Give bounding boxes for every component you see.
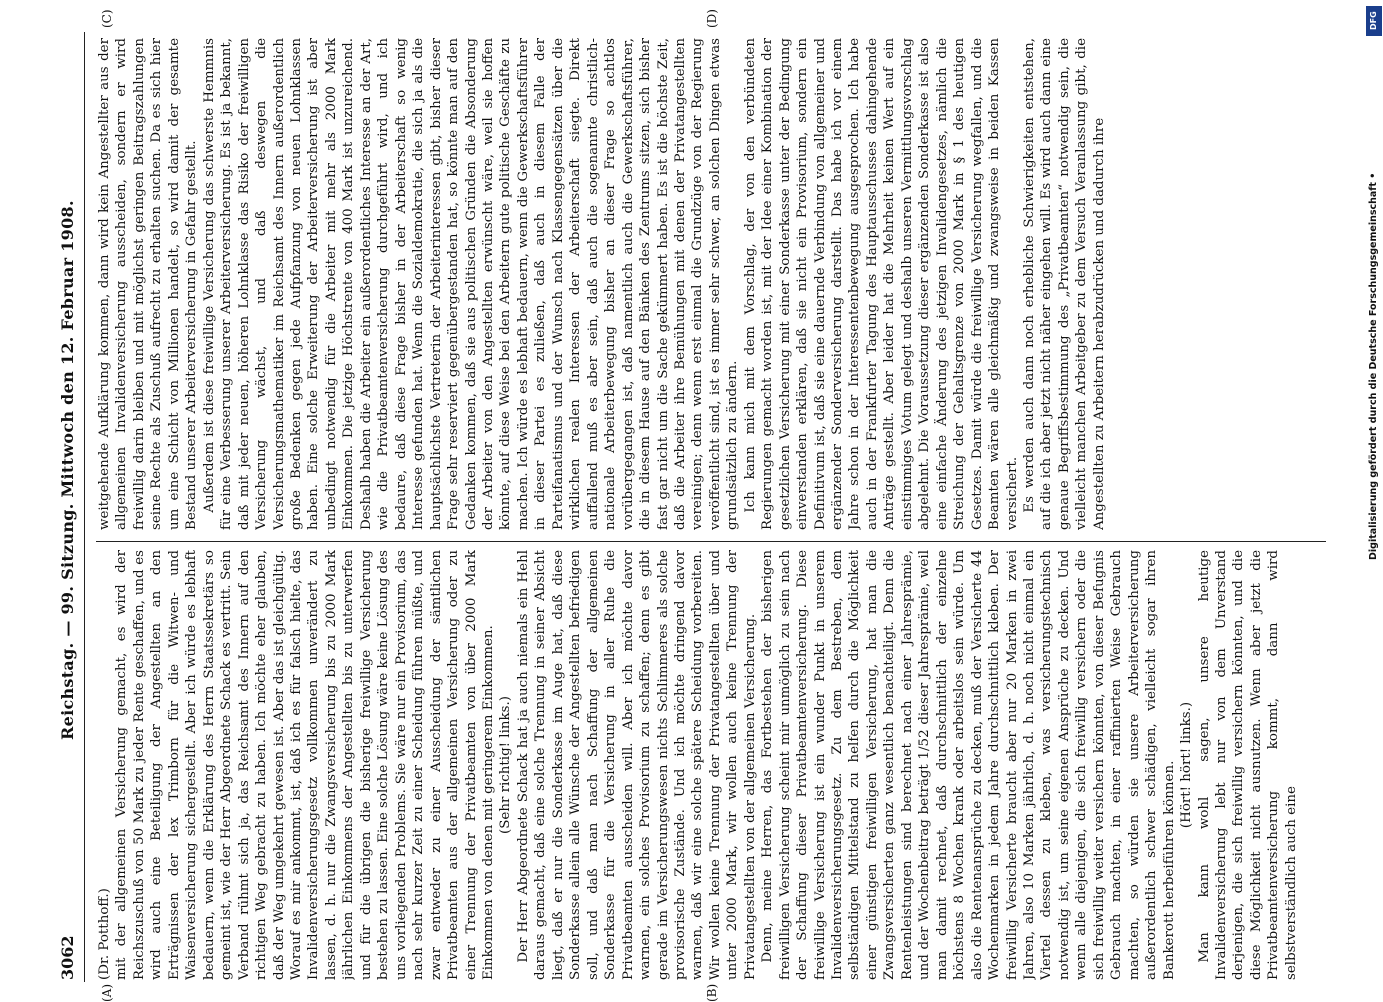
paragraph: Ich kann mich mit dem Vorschlag, der von den verbündeten Regierungen gemacht worden ist, mit der Idee einer Kombination der gesetzlichen Versicherung mit einer Sonderkasse unter der Bedingung einverstanden erklären, daß sie nicht ein Provisorium, sondern ein Definitivum ist, daß sie eine dauernde Verbindung von allgemeiner und ergänzender Sonderversicherung darstellt. Das habe ich vor einem Jahre schon in der Interessentenbewegung ausgesprochen. Ich habe auch in der Frankfurter Tagung des Hauptausschusses dahingehende Anträge gestellt. Aber leider hat die Mehrheit keinen Wert auf ein einstimmiges Votum gelegt und deshalb unseren Vermittlungsvorschlag abgelehnt. Die Voraussetzung dieser ergänzenden Sonderkasse ist also eine einfache Änderung des jetzigen Invalidengesetzes, nämlich die Streichung der Gehaltsgrenze von 2000 Mark in § 1 des heutigen Gesetzes. Damit würde die freiwillige Versicherung wegfallen, und die Beamten wären alle gleichmäßig und zwangsweise in beiden Kassen versichert. [742, 38, 1020, 530]
margin-mark-d: (D) [705, 9, 719, 28]
paragraph: Der Herr Abgeordnete Schack hat ja auch niemals ein Hehl daraus gemacht, daß eine solche Trennung in seiner Absicht liegt, daß er nur die Sonderkasse im Auge hat, daß diese Sonderkasse allein alle Wünsche der Angestellten befriedigen soll, und daß man nach Schaffung der allgemeinen Sonderkasse für die Versicherung in aller Ruhe die Privatbeamten ausscheiden will. Aber ich möchte davor warnen, ein solches Provisorium zu schaffen; denn es gibt gerade im Versicherungswesen nichts Schlimmeres als solche provisorische Zustände. Und ich möchte dringend davor warnen, daß wir eine solche spätere Scheidung vorbereiten. Wir wollen keine Trennung der Privatangestellten über und unter 2000 Mark, wir wollen auch keine Trennung der Privatangestellten von der allgemeinen Versicherung. [515, 550, 758, 980]
speaker-note: (Dr. Potthoff.) [97, 888, 112, 980]
dfg-logo-text: DFG [1369, 11, 1378, 31]
column-right [96, 38, 1336, 530]
dfg-logo [1366, 6, 1382, 36]
page-number: 3062 [58, 935, 77, 980]
paragraph: weitgehende Aufklärung kommen, dann wird kein Angestellter aus der allgemeinen Invalidenversicherung ausscheiden, sondern er wird freiwillig darin bleiben und mit möglichst geringen Beitragszahlungen seine Rechte als Zuschuß aufrecht zu erhalten suchen. Da es sich hier um eine Schicht von Millionen handelt, so wird damit der gesamte Bestand unserer Arbeiterversicherung in Gefahr gestellt. [97, 38, 200, 530]
column-left [96, 550, 1336, 980]
paragraph: Außerdem ist diese freiwillige Versicherung das schwerste Hemmnis für eine Verbesserung unserer Arbeiterversicherung. Es ist ja bekannt, daß mit jeder neuen, höheren Lohnklasse das Risiko der freiwilligen Versicherung wächst, und daß deswegen die Versicherungsmathematiker im Reichsamt des Innern außerordentlich große Bedenken gegen jede Aufpfanzung von neuen Lohnklassen haben. Eine solche Erweiterung der Arbeiterversicherung ist aber unbedingt notwendig für die Arbeiter mit mehr als 2000 Mark Einkommen. Die jetzige Höchstrente von 400 Mark ist unzureichend. Deshalb haben die Arbeiter ein außerordentliches Interesse an der Art, wie die Privatbeamtenversicherung durchgeführt wird, und ich bedaure, daß diese Frage bisher in der Arbeiterschaft so wenig Interesse gefunden hat. Wenn die Sozialdemokratie, die sich ja als die hauptsächlichste Vertreterin der Arbeiterinteressen gibt, bisher dieser Frage sehr reserviert gegenübergestanden hat, so könnte man auf den Gedanken kommen, daß sie aus politischen Gründen die Absonderung der Arbeiter von den Angestellten erwünscht wäre, weil sie hoffen könnte, auf diese Weise bei den Arbeitern gute politische Geschäfte zu machen. Ich würde es lebhaft bedauern, wenn die Gewerkschaftsführer in dieser Partei es zuließen, daß auch in diesem Falle der Parteifanatismus und der Wunsch nach Klassengegensätzen über die wirklichen realen Interessen der Arbeiterschaft siegte. Direkt auffallend muß es aber sein, daß auch die sogenannte christlich-nationale Arbeiterbewegung bisher an dieser Frage so achtlos vorübergegangen ist, daß namentlich auch die Gewerkschaftsführer, die in diesem Hause auf den Bänken des Zentrums sitzen, sich bisher fast gar nicht um die Sache gekümmert haben. Es ist die höchste Zeit, daß die Arbeiter ihre Bemühungen mit denen der Privatangestellten vereinigen; denn wenn erst einmal die Grundzüge von der Regierung veröffentlicht sind, ist es immer sehr schwer, an solchen Dingen etwas grundsätzlich zu ändern. [201, 38, 741, 530]
margin-mark-b: (B) [705, 983, 719, 1002]
paragraph: mit der allgemeinen Versicherung gemacht, es wird der Reichszuschuß von 50 Mark zu jeder Rente geschaffen, und es wird auch eine Beteiligung der Angestellten an den Erträgnissen der lex Trimborn für die Witwen- und Waisenversicherung sichergestellt. Aber ich würde es lebhaft bedauern, wenn die Erklärung des Herrn Staatssekretärs so gemeint ist, wie der Herr Abgeordnete Schack es vertritt. Sein Verband rühmt sich ja, das Reichsamt des Innern auf den richtigen Weg gebracht zu haben. Ich möchte eher glauben, daß der Weg umgekehrt gewesen ist. Aber das ist gleichgültig. Worauf es mir ankommt, ist, daß ich es für falsch hielte, das Invalidenversicherungsgesetz vollkommen unverändert zu lassen, d. h. nur die Zwangsversicherung bis zu 2000 Mark jährlichen Einkommens der Angestellten bis zu unterwerfen und für die übrigen die bisherige freiwillige Versicherung bestehen zu lassen. Eine solche Lösung wäre keine Lösung des uns vorliegenden Problems. Sie wäre nur ein Provisorium, das nach sehr kurzer Zeit zu einer Scheidung führen müßte, und zwar entweder zu einer Ausscheidung der sämtlichen Privatbeamten aus der allgemeinen Versicherung oder zu einer Trennung der Privatbeamten von über 2000 Mark Einkommen von denen mit geringerem Einkommen. [114, 550, 496, 980]
interjection: (Hört! hört! links.) [1179, 701, 1195, 829]
margin-mark-c: (C) [100, 9, 114, 28]
header-rule [84, 32, 85, 982]
paragraph: Denn, meine Herren, das Fortbestehen der bisherigen freiwilligen Versicherung scheint mir unmöglich zu sein nach der Schaffung dieser Privatbeamtenversicherung. Diese freiwillige Versicherung ist ein wunder Punkt in unserem Invalidenversicherungsgesetz. Zu dem Bestreben, dem selbständigen Mittelstand zu helfen durch die Möglichkeit einer günstigen freiwilligen Versicherung, hat man die Zwangsversicherten ganz wesentlich benachteiligt. Denn die Rentenleistungen sind berechnet nach einer Jahresprämie, und der Wochenbeitrag beträgt 1/52 dieser Jahresprämie, weil man damit rechnet, daß durchschnittlich der einzelne höchstens 8 Wochen krank oder arbeitslos sein würde. Um also die Rentenansprüche zu decken, muß der Versicherte 44 Wochenmarken in jedem Jahre durchschnittlich kleben. Der freiwillig Versicherte braucht aber nur 20 Marken in zwei Jahren, also 10 Marken jährlich, d. h. noch nicht einmal ein Viertel dessen zu kleben, was versicherungstechnisch notwendig ist, um seine eigenen Ansprüche zu decken. Und wenn alle diejenigen, die sich freiwillig versichern oder die sich freiwillig weiter versichern könnten, von dieser Befugnis Gebrauch machten, in einer raffinierten Weise Gebrauch machten, so würden sie unsere Arbeiterversicherung außerordentlich schwer schädigen, vielleicht sogar ihren Bankerott herbeiführen können. [760, 550, 1177, 980]
column-divider [96, 541, 1326, 542]
margin-mark-a: (A) [100, 983, 114, 1002]
paragraph: Man kann wohl sagen, unsere heutige Invalidenversicherung lebt nur von dem Unverstand derjenigen, die sich freiwillig versichern könnten, und die diese Möglichkeit nicht ausnutzen. Wenn aber jetzt die Privatbeamtenversicherung kommt, dann wird selbstverständlich auch eine [1196, 550, 1299, 980]
paragraph: Es werden auch dann noch erhebliche Schwierigkeiten entstehen, auf die ich aber jetzt nicht näher eingehen will. Es wird auch dann eine genaue Begriffsbestimmung des „Privatbeamten“ notwendig sein, die vielleicht manchen Arbeitgeber zu dem Versuch Veranlassung gibt, die Angestellten zu Arbeitern herabzudrücken und dadurch ihre [1022, 38, 1107, 530]
running-title: Reichstag. — 99. Sitzung. Mittwoch den 12. Februar 1908. [58, 200, 77, 740]
digitization-credit: Digitalisierung gefördert durch die Deutsche Forschungsgemeinschaft • [1368, 172, 1379, 560]
interjection: (Sehr richtig! links.) [498, 696, 514, 834]
